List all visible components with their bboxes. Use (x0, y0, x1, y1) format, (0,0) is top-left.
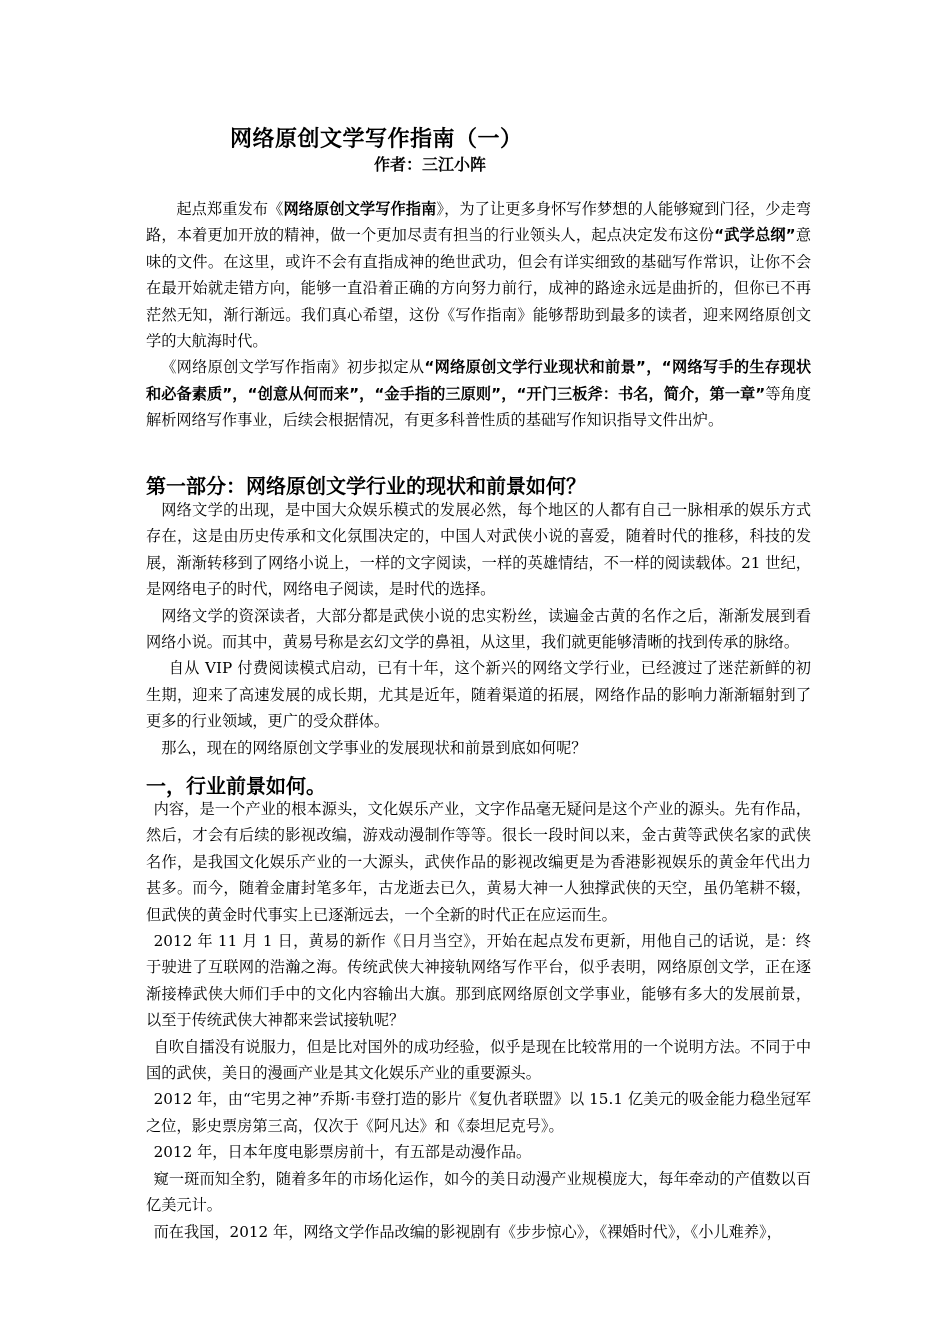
section1-paragraph-6: 窥一斑而知全豹，随着多年的市场化运作，如今的美日动漫产业规模庞大，每年牵动的产值数以百亿美元计。 (146, 1169, 811, 1215)
intro-bold-text: “武学总纲” (714, 226, 796, 245)
section1-paragraph-1: 内容，是一个产业的根本源头，文化娱乐产业，文字作品毫无疑问是这个产业的源头。先有作品，然后，才会有后续的影视改编，游戏动漫制作等等。很长一段时间以来，金古黄等武侠名家的武侠名作，是我国文化娱乐产业的一大源头，武侠作品的影视改编更是为香港影视娱乐的黄金年代出力甚多。而今，随着金庸封笔多年，古龙逝去已久，黄易大神一人独撑武侠的天空，虽仍笔耕不辍，但武侠的黄金时代事实上已逐渐远去，一个全新的时代正在应运而生。 (146, 800, 811, 924)
section1-paragraph-2: 2012 年 11 月 1 日，黄易的新作《日月当空》，开始在起点发布更新，用他自己的话说，是：终于驶进了互联网的浩瀚之海。传统武侠大神接轨网络写作平台，似乎表明，网络原创文学，正在逐渐接棒武侠大师们手中的文化内容输出大旗。那到底网络原创文学事业，能够有多大的发展前景，以至于传统武侠大神都来尝试接轨呢？ (146, 932, 811, 1030)
intro-bold-text: 网络原创文学写作指南 (283, 200, 437, 218)
section1-body (146, 796, 811, 1245)
intro-text: 《网络原创文学写作指南》初步拟定从 (161, 358, 425, 377)
part1-paragraph-3: 自从 VIP 付费阅读模式启动，已有十年，这个新兴的网络文学行业，已经渡过了迷茫新鲜的初生期，迎来了高速发展的成长期，尤其是近年，随着渠道的拓展，网络作品的影响力渐渐辐射到了更多的行业领域，更广的受众群体。 (146, 659, 811, 731)
intro-section (146, 196, 811, 434)
intro-text: 意味的文件。在这里，或许不会有直指成神的绝世武功，但会有详实细致的基础写作常识，让你不会在最开始就走错方向，能够一直沿着正确的方向努力前行，成神的路途永远是曲折的，但你已不再茫然无知，渐行渐远。我们真心希望，这份《写作指南》能够帮助到最多的读者，迎来网络原创文学的大航海时代。 (146, 226, 812, 351)
part1-heading: 第一部分：网络原创文学行业的现状和前景如何？ (146, 474, 586, 498)
intro-paragraph-2 (146, 354, 811, 433)
document-author: 作者：三江小阵 (374, 155, 487, 174)
part1-paragraph-2: 网络文学的资深读者，大部分都是武侠小说的忠实粉丝，读遍金古黄的名作之后，渐渐发展到看网络小说。而其中，黄易号称是玄幻文学的鼻祖，从这里，我们就更能够清晰的找到传承的脉络。 (146, 606, 811, 652)
intro-text: 》，为了让更多身怀写作梦想的人能够窥到门径，少走弯路，本着更加开放的精神，做一个更加尽责有担当的行业领头人，起点决定发布这份 (146, 200, 812, 245)
section1-paragraph-3: 自吹自擂没有说服力，但是比对国外的成功经验，似乎是现在比较常用的一个说明方法。不同于中国的武侠，美日的漫画产业是其文化娱乐产业的重要源头。 (146, 1037, 811, 1083)
part1-paragraph-4: 那么，现在的网络原创文学事业的发展现状和前景到底如何呢？ (161, 738, 587, 757)
section1-paragraph-5: 2012 年，日本年度电影票房前十，有五部是动漫作品。 (153, 1143, 532, 1162)
intro-bold-text: “网络原创文学行业现状和前景”，“网络写手的生存现状和必备素质”，“创意从何而来”，“金手指的三原则”，“开门三板斧：书名，简介，第一章” (146, 358, 812, 403)
document-title: 网络原创文学写作指南（一） (230, 127, 523, 152)
intro-text: 起点郑重发布《 (176, 200, 284, 218)
section1-paragraph-4: 2012 年，由“宅男之神”乔斯·韦登打造的影片《复仇者联盟》以 15.1 亿美元的吸金能力稳坐冠军之位，影史票房第三高，仅次于《阿凡达》和《泰坦尼克号》。 (146, 1090, 811, 1135)
part1-paragraph-1: 网络文学的出现，是中国大众娱乐模式的发展必然，每个地区的人都有自己一脉相承的娱乐方式存在，这是由历史传承和文化氛围决定的，中国人对武侠小说的喜爱，随着时代的推移，科技的发展，渐渐转移到了网络小说上，一样的文字阅读，一样的英雄情结，不一样的阅读载体。21 世纪，是网络电子的时代，网络电子阅读，是时代的选择。 (146, 501, 811, 599)
part1-section (146, 497, 811, 761)
intro-text: 等角度解析网络写作事业，后续会根据情况，有更多科普性质的基础写作知识指导文件出炉。 (146, 384, 811, 430)
section1-heading: 一，行业前景如何。 (146, 774, 326, 798)
intro-paragraph-1 (146, 196, 811, 354)
section1-paragraph-7: 而在我国，2012 年，网络文学作品改编的影视剧有《步步惊心》，《裸婚时代》，《小儿难养》， (153, 1222, 782, 1241)
